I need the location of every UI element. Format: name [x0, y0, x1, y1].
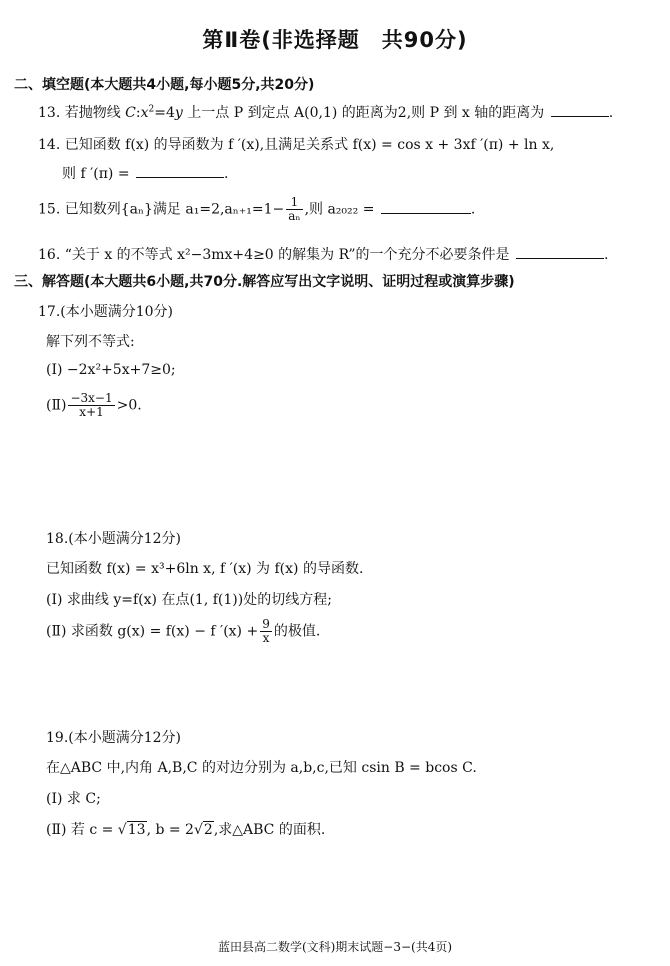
page-title: 第Ⅱ卷(非选择题 共90分) — [202, 28, 468, 52]
question-19-part2-suffix: ,求△ABC 的面积. — [213, 822, 326, 838]
question-19-part2-prefix: (Ⅱ) 若 c = √ — [46, 822, 127, 838]
question-18-fraction — [260, 618, 272, 645]
question-15-suffix: ,则 a₂₀₂₂ = — [304, 201, 375, 218]
question-18-intro: 已知函数 f(x) = x³+6ln x, f ′(x) 为 f(x) 的导函数. — [46, 561, 364, 577]
question-16-text: 16. “关于 x 的不等式 x²−3mx+4≥0 的解集为 R”的一个充分不必要条件是 — [38, 247, 510, 263]
answer-blank-15[interactable] — [381, 199, 471, 214]
question-18-header: 18.(本小题满分12分) — [46, 531, 182, 547]
fraction-numerator: −3x−1 — [70, 391, 113, 405]
fraction-denominator: aₙ — [288, 209, 301, 223]
question-13-curve: $C:x^2=4y$ — [125, 104, 183, 121]
answer-blank-13[interactable] — [551, 102, 609, 117]
answer-blank-14[interactable] — [136, 163, 224, 178]
question-17-header: 17.(本小题满分10分) — [38, 304, 174, 320]
question-17-part2-label: (Ⅱ) — [46, 397, 67, 414]
question-17-fraction — [68, 392, 114, 419]
fraction-numerator: 9 — [262, 617, 270, 631]
fraction-denominator: x+1 — [79, 405, 104, 419]
question-17-intro: 解下列不等式: — [46, 334, 135, 350]
section-heading-fill-in: 二、填空题(本大题共4小题,每小题5分,共20分) — [14, 77, 315, 93]
question-19-part2 — [46, 819, 325, 839]
page-footer: 蓝田县高二数学(文科)期末试题−3−(共4页) — [217, 940, 453, 954]
question-19-part2-mid: , b = 2√ — [146, 822, 203, 838]
question-15-prefix: 15. 已知数列{aₙ}满足 a₁=2,aₙ₊₁=1− — [38, 201, 285, 218]
question-14-line2: 则 f ′(π) = . — [62, 163, 228, 183]
answer-blank-16[interactable] — [516, 244, 604, 259]
question-18-part2-suffix: 的极值. — [273, 623, 321, 640]
question-13-text: 上一点 P 到定点 A(0,1) 的距离为2,则 P 到 x 轴的距离为 — [182, 105, 545, 121]
question-13-prefix: 13. 若抛物线 — [38, 105, 121, 121]
question-13: 13. 若抛物线 $C:x^2=4y$ 上一点 P 到定点 A(0,1) 的距离为2,则 P 到 x 轴的距离为 . — [38, 102, 613, 122]
question-15: 15. 已知数列{aₙ}满足 a₁=2,aₙ₊₁=1− $\frac{1}{\text{aₙ}}$ ,则 a₂₀₂₂ = . — [38, 195, 476, 223]
question-17-part2-suffix: >0. — [116, 397, 142, 414]
question-19-intro: 在△ABC 中,内角 A,B,C 的对边分别为 a,b,c,已知 csin B = bcos C. — [46, 760, 477, 776]
radicand-2: 2 — [203, 822, 213, 838]
section-heading-solutions: 三、解答题(本大题共6小题,共70分.解答应写出文字说明、证明过程或演算步骤) — [14, 274, 515, 290]
question-19-header: 19.(本小题满分12分) — [46, 730, 182, 746]
question-14-prompt: 则 f ′(π) = — [62, 166, 130, 182]
question-18-part2 — [46, 618, 320, 645]
question-17-part2 — [46, 392, 142, 419]
question-16: 16. “关于 x 的不等式 x²−3mx+4≥0 的解集为 R”的一个充分不必要条件是 . — [38, 244, 608, 264]
question-19-part1: (Ⅰ) 求 C; — [46, 791, 101, 807]
question-15-fraction — [286, 196, 302, 223]
question-17-part1: (Ⅰ) −2x²+5x+7≥0; — [46, 362, 176, 378]
question-18-part1: (Ⅰ) 求曲线 y=f(x) 在点(1, f(1))处的切线方程; — [46, 592, 332, 608]
question-18-part2-prefix: (Ⅱ) 求函数 g(x) = f(x) − f ′(x) + — [46, 623, 259, 640]
question-14-line1: 14. 已知函数 f(x) 的导函数为 f ′(x),且满足关系式 f(x) = cos x + 3xf ′(π) + ln x, — [38, 137, 555, 153]
radicand-13: 13 — [127, 822, 146, 838]
fraction-numerator: 1 — [286, 196, 302, 210]
fraction-denominator: x — [262, 631, 270, 645]
